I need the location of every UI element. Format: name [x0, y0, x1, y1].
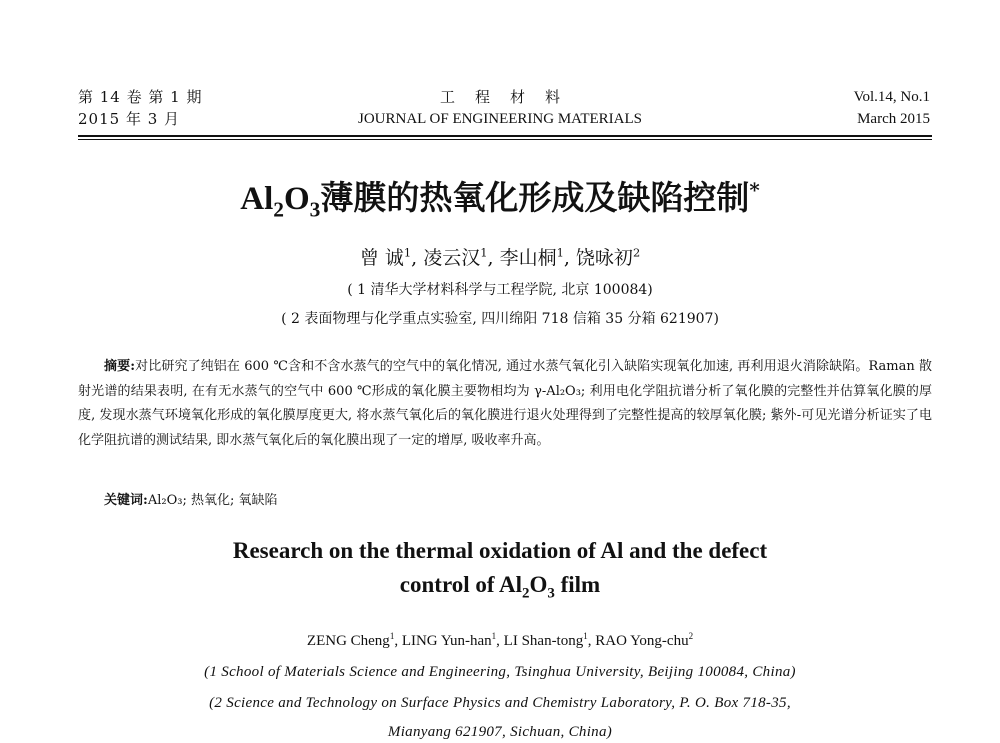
journal-name — [0, 86, 1000, 130]
author-en: LI Shan-tong$^1$, — [503, 631, 596, 649]
title-text-cn: 薄膜的热氧化形成及缺陷控制 — [320, 178, 750, 217]
keywords-label: 关键词: — [104, 493, 148, 508]
author-en: RAO Yong-chu$^2$ — [595, 631, 694, 649]
abstract-label: 摘要: — [104, 359, 136, 374]
title-footnote-star: * — [749, 178, 760, 202]
title-formula-o: O — [283, 181, 310, 217]
author-cn: 曾 诚$^1$, — [359, 246, 424, 270]
volume-cn: 第 14 卷 第 1 期 — [78, 88, 203, 106]
journal-name-cn: 工程材料 — [439, 88, 580, 106]
header-rule-top — [78, 135, 932, 137]
affiliation-cn-2: ( 2 表面物理与化学重点实验室, 四川绵阳 718 信箱 35 分箱 621907) — [281, 311, 719, 327]
title-en-line1: Research on the thermal oxidation of Al and the defect — [232, 538, 768, 563]
author-en: ZENG Cheng$^1$, — [306, 631, 402, 649]
title-en-line2: control of $Al_2O_3$ film — [399, 572, 601, 602]
paper-title-cn — [0, 168, 1000, 232]
affiliation-en-2: (2 Science and Technology on Surface Physics and Chemistry Laboratory, P. O. Box 718-35, — [209, 695, 791, 711]
author-en: LING Yun-han$^1$, — [401, 631, 504, 649]
date-en: March 2015 — [857, 111, 930, 127]
author-cn: 凌云汉$^1$, — [423, 246, 500, 270]
author-cn: 李山桐$^1$, — [499, 246, 576, 270]
keywords-text: Al₂O₃; 热氧化; 氧缺陷 — [147, 493, 278, 508]
affiliation-cn-1: ( 1 清华大学材料科学与工程学院, 北京 100084) — [347, 282, 653, 298]
paper-title-en — [0, 534, 1000, 611]
journal-issue-en — [854, 86, 930, 130]
author-cn: 饶咏初$^2$ — [575, 246, 641, 270]
affiliation-en-3: Mianyang 621907, Sichuan, China) — [387, 724, 613, 740]
abstract-text: 对比研究了纯铝在 600 ℃含和不含水蒸气的空气中的氧化情况, 通过水蒸气氧化引入缺陷实现氧化加速, 再利用退火消除缺陷。Raman 散射光谱的结果表明, 在有无水蒸气的空气中 600 ℃形成的氧化膜主要物相均为 γ-Al₂O₃; 利用电化学阻抗谱分析了氧化膜的完整性并估算氧化膜的厚度, 发现水蒸气环境氧化形成的氧化膜厚度更大, 将水蒸气氧化后的氧化膜进行退火处理得到了完整性提高的较厚氧化膜; 紫外-可见光谱分析证实了电化学阻抗谱的测试结果, 即水蒸气氧化后的氧化膜出现了一定的增厚, 吸收率升高。 — [78, 359, 932, 448]
affiliation-en-1: (1 School of Materials Science and Engineering, Tsinghua University, Beijing 100084, China) — [204, 664, 796, 680]
keywords-cn — [104, 491, 277, 511]
date-cn: 2015 年 3 月 — [78, 110, 181, 128]
abstract-cn — [78, 355, 932, 453]
volume-en: Vol.14, No.1 — [853, 89, 930, 105]
authors-cn — [0, 240, 1000, 271]
title-formula-al: Al — [240, 181, 274, 217]
journal-name-en: JOURNAL OF ENGINEERING MATERIALS — [357, 111, 643, 127]
title-formula-sub2: 3 — [309, 197, 321, 222]
authors-en — [0, 625, 1000, 652]
title-formula-sub1: 2 — [273, 197, 284, 222]
header-rule-bottom — [78, 139, 932, 140]
